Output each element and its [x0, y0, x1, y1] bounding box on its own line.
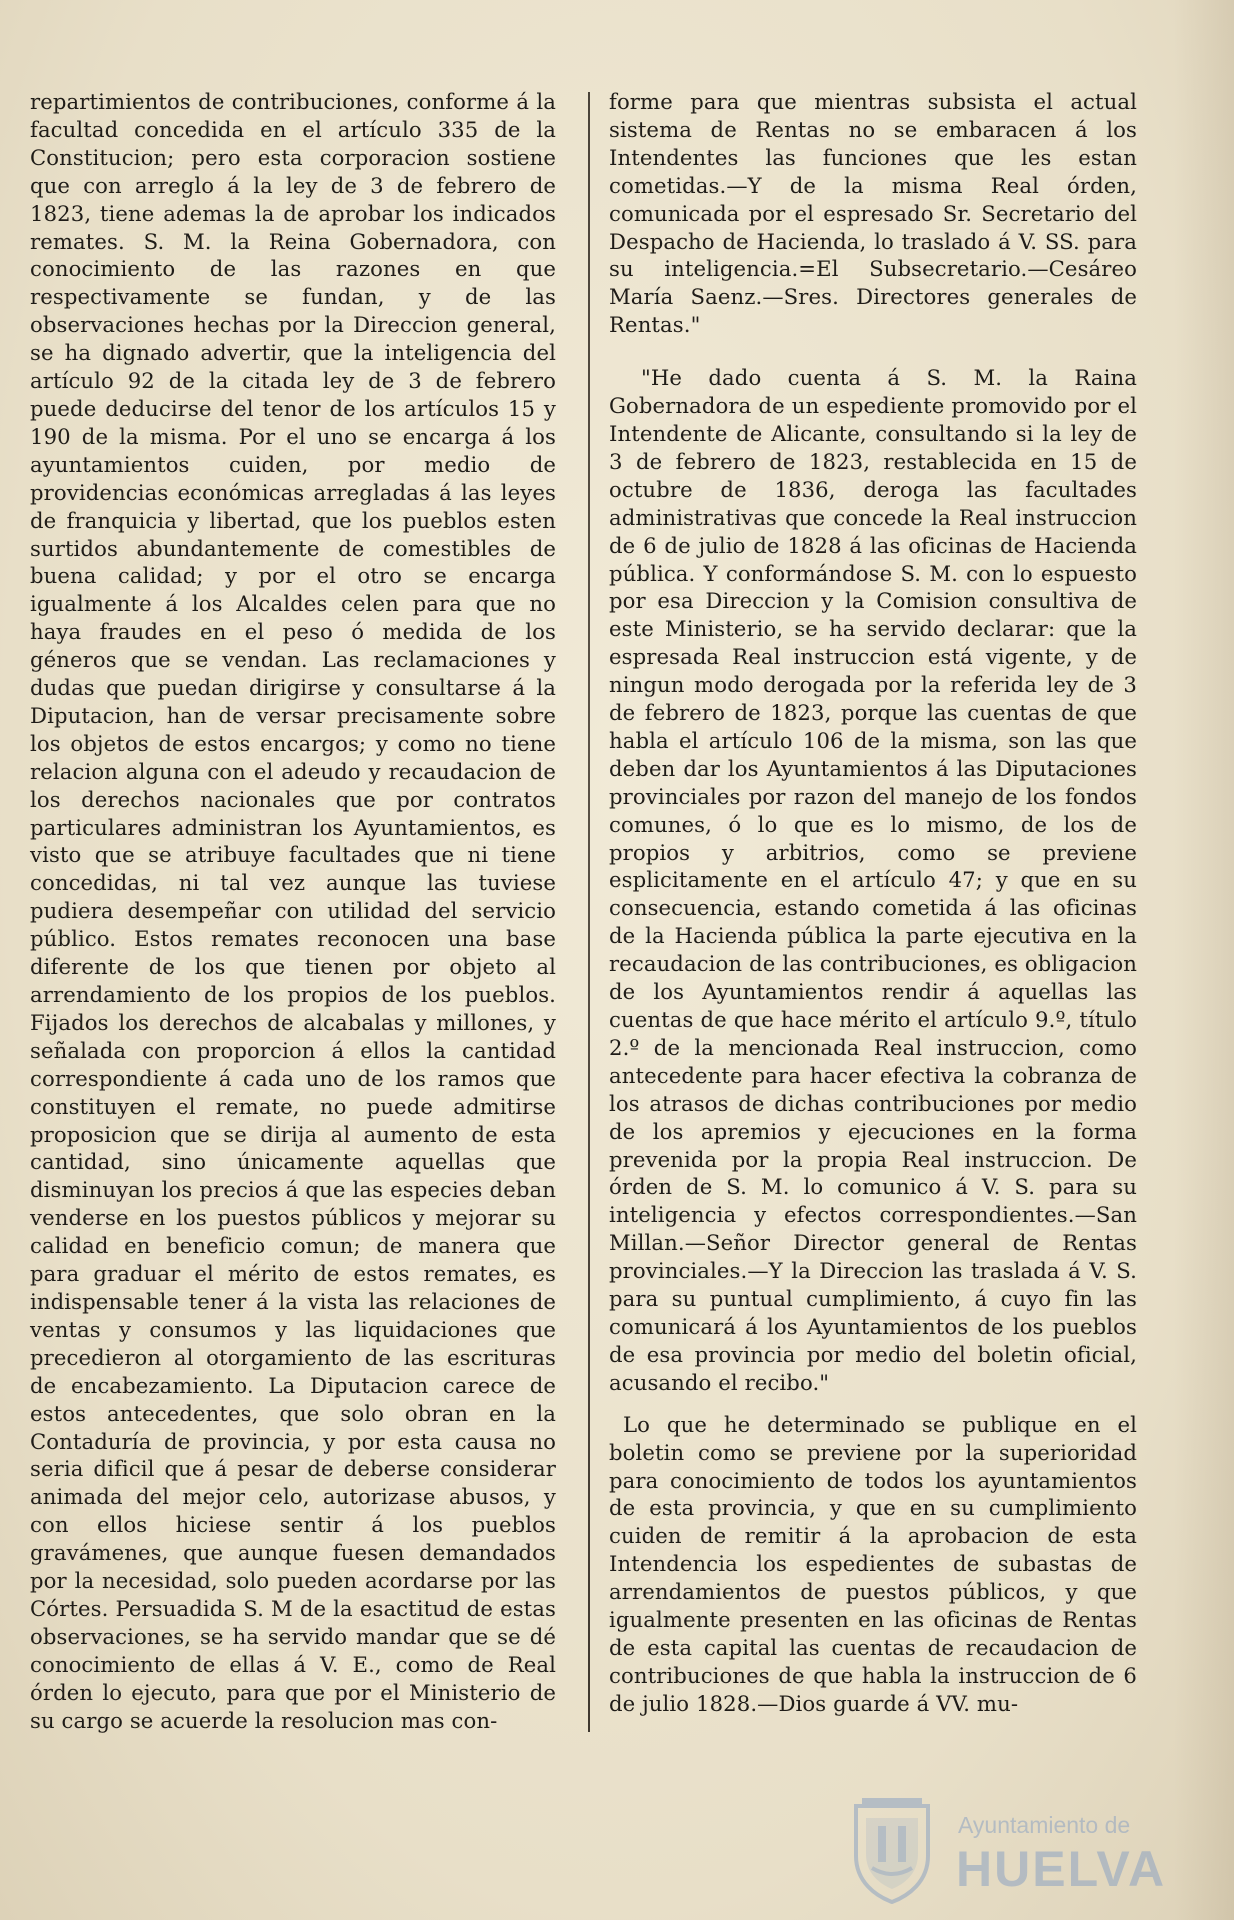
right-paragraph-1: forme para que mientras subsista el actual sistema de Rentas no se embaracen á los Intendentes las funciones que les estan cometidas.—Y de la misma Real órden, comunicada por el espresado Sr. Secretario del Despacho de Hacienda, lo traslado á V. SS. para su inteligencia.=El Subsecretario.—Cesáreo María Saenz.—Sres. Directores generales de Rentas." — [609, 89, 1137, 338]
coat-of-arms-icon — [848, 1796, 936, 1904]
watermark — [848, 1796, 1178, 1904]
left-paragraph-1: repartimientos de contribuciones, conforme á la facultad concedida en el artículo 335 de la Constitucion; pero esta corporacion sostiene que con arreglo á la ley de 3 de febrero de 1823, tiene ademas la de aprobar los indicados remates. S. M. la Reina Gobernadora, con conocimiento de las razones en que respectivamente se fundan, y de las observaciones hechas por la Direccion general, se ha dignado advertir, que la inteligencia del artículo 92 de la citada ley de 3 de febrero puede deducirse del tenor de los artículos 15 y 190 de la misma. Por el uno se encarga á los ayuntamientos cuiden, por medio de providencias económicas arregladas á las leyes de franquicia y libertad, que los pueblos esten surtidos abundantemente de comestibles de buena calidad; y por el otro se encarga igualmente á los Alcaldes celen para que no haya fraudes en el peso ó medida de los géneros que se vendan. Las reclamaciones y dudas que puedan dirigirse y consultarse á la Diputacion, han de versar precisamente sobre los objetos de estos encargos; y como no tiene relacion alguna con el adeudo y recaudacion de los derechos nacionales que por contratos particulares administran los Ayuntamientos, es visto que se atribuye facultades que ni tiene concedidas, ni tal vez aunque las tuviese pudiera desempeñar con utilidad del servicio público. Estos remates reconocen una base diferente de los que tienen por objeto al arrendamiento de los propios de los pueblos. Fijados los derechos de alcabalas y millones, y señalada con proporcion á ellos la cantidad correspondiente á cada uno de los ramos que constituyen el remate, no puede admitirse proposicion que se dirija al aumento de esta cantidad, sino únicamente aquellas que disminuyan los precios á que las especies deban venderse en los puestos públicos y mejorar su calidad en beneficio comun; de manera que para graduar el mérito de estos remates, es indispensable tener á la vista las relaciones de ventas y consumos y las liquidaciones que precedieron al otorgamiento de las escrituras de encabezamiento. La Diputacion carece de estos antecedentes, que solo obran en la Contaduría de provincia, y por esta causa no seria dificil que á pesar de deberse considerar animada del mejor celo, autorizase abusos, y con ellos hiciese sentir á los pueblos gravámenes, que aunque fuesen demandados por la necesidad, solo pueden acordarse por las Córtes. Persuadida S. M de la esactitud de estas observaciones, se ha servido mandar que se dé conocimiento de ellas á V. E., como de Real órden lo ejecuto, para que por el Ministerio de su cargo se acuerde la resolucion mas con- — [30, 89, 556, 1733]
right-paragraph-3: Lo que he determinado se publique en el boletin como se previene por la superioridad para conocimiento de todos los ayuntamientos de esta provincia, y que en su cumplimiento cuiden de remitir á la aprobacion de esta Intendencia los espedientes de subastas de arrendamientos de puestos públicos, y que igualmente presenten en las oficinas de Rentas de esta capital las cuentas de recaudacion de contribuciones de que habla la instruccion de 6 de julio 1828.—Dios guarde á VV. mu- — [609, 1411, 1137, 1716]
watermark-line-1: Ayuntamiento de — [958, 1812, 1131, 1838]
left-column — [30, 88, 556, 1734]
page-edge-shadow — [1174, 0, 1234, 1920]
right-column — [609, 88, 1137, 1718]
right-paragraph-2: "He dado cuenta á S. M. la Raina Gobernadora de un espediente promovido por el Intendente de Alicante, consultando si la ley de 3 de febrero de 1823, restablecida en 15 de octubre de 1836, deroga las facultades administrativas que concede la Real instruccion de 6 de julio de 1828 á las oficinas de Hacienda pública. Y conformándose S. M. con lo espuesto por esa Direccion y la Comision consultiva de este Ministerio, se ha servido declarar: que la espresada Real instruccion está vigente, y de ningun modo derogada por la referida ley de 3 de febrero de 1823, porque las cuentas de que habla el artículo 106 de la misma, son las que deben dar los Ayuntamientos á las Diputaciones provinciales por razon del manejo de los fondos comunes, ó lo que es lo mismo, de los de propios y arbitrios, como se previene esplicitamente en el artículo 47; y que en su consecuencia, estando cometida á las oficinas de la Hacienda pública la parte ejecutiva en la recaudacion de las contribuciones, es obligacion de los Ayuntamientos rendir á aquellas las cuentas de que hace mérito el artículo 9.º, título 2.º de la mencionada Real instruccion, como antecedente para hacer efectiva la cobranza de los atrasos de dichas contribuciones por medio de los apremios y ejecuciones en la forma prevenida por la propia Real instruccion. De órden de S. M. lo comunico á V. S. para su inteligencia y efectos correspondientes.—San Millan.—Señor Director general de Rentas provinciales.—Y la Direccion las traslada á V. S. para su puntual cumplimiento, á cuyo fin las comunicará á los Ayuntamientos de los pueblos de esa provincia por medio del boletin oficial, acusando el recibo." — [609, 365, 1137, 1395]
watermark-line-2: HUELVA — [956, 1841, 1167, 1897]
column-divider — [588, 92, 590, 1732]
